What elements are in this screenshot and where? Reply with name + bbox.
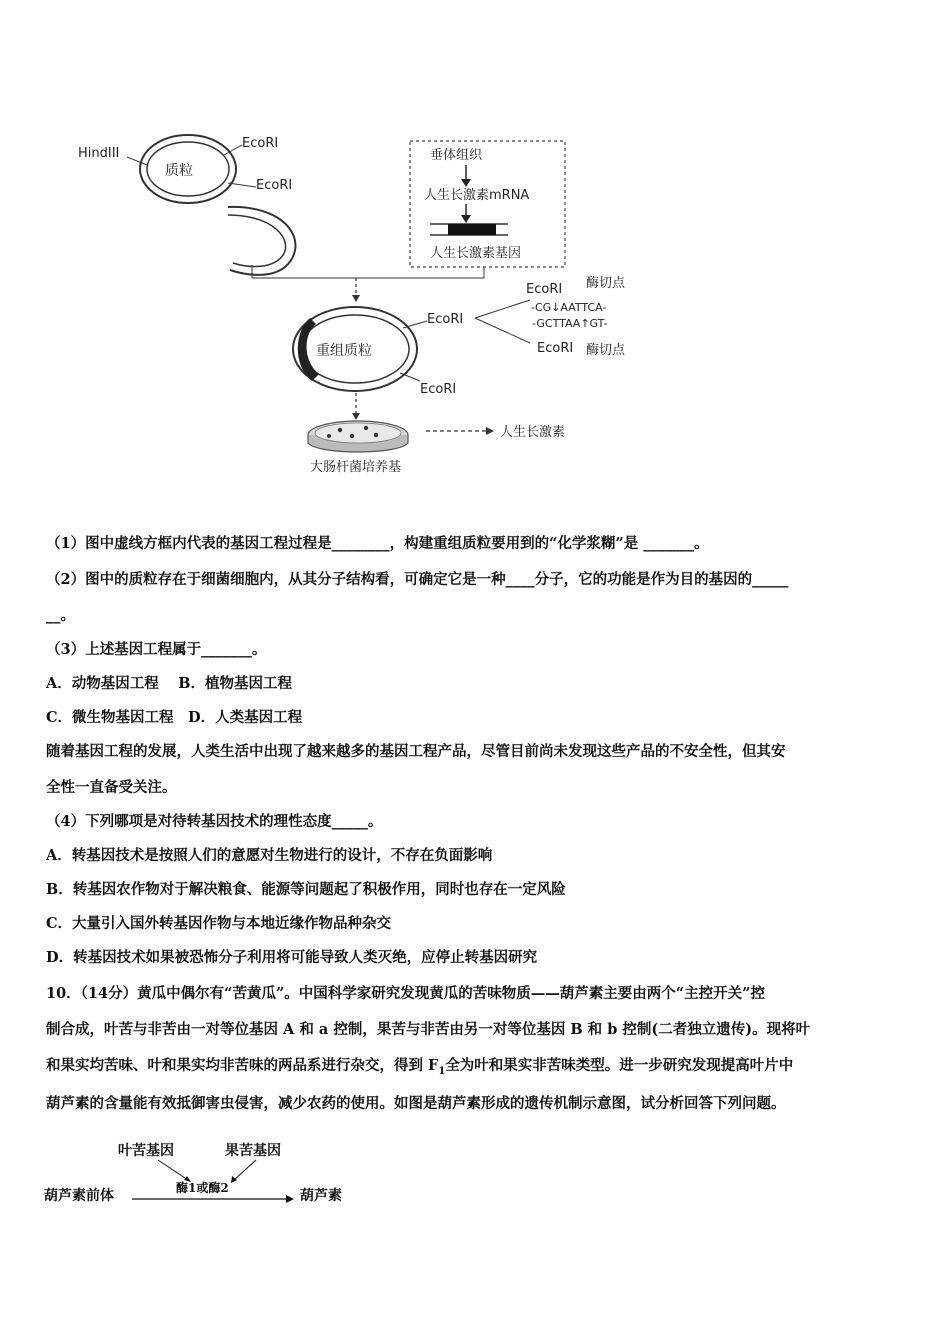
box-arrowhead-1 <box>461 179 471 187</box>
product-arrowhead <box>486 427 494 435</box>
q10-line-1: 10．（14分）黄瓜中偶尔有“苦黄瓜”。中国科学家研究发现黄瓜的苦味物质——葫芦素主要由两个“主控开关”控 <box>46 985 765 1002</box>
merge-arrowhead <box>352 295 360 302</box>
product-label: 人生长激素 <box>500 425 566 440</box>
fruit-gene-arrow <box>234 1160 256 1180</box>
leaf-gene-label: 叶苦基因 <box>118 1143 174 1159</box>
dish-arrowhead <box>352 413 360 420</box>
box-mrna-label: 人生长激素mRNA <box>424 188 530 203</box>
colony <box>364 426 368 430</box>
cut-bottom-point: 酶切点 <box>586 343 626 358</box>
question-2-line-2: __。 <box>46 607 75 624</box>
precursor-label: 葫芦素前体 <box>44 1188 114 1204</box>
plasmid-label: 质粒 <box>165 163 193 179</box>
question-2-line-1: （2）图中的质粒存在于细菌细胞内，从其分子结构看，可确定它是一种____分子，它的功能是作为目的基因的_____ <box>46 571 789 588</box>
pathway-arrowhead <box>286 1195 294 1203</box>
ecori-bottom-label: EcoRI <box>420 382 457 397</box>
cucurbitacin-label: 葫芦素 <box>300 1188 342 1204</box>
question-3: （3）上述基因工程属于_______。 <box>46 641 267 658</box>
ecori-bottom-pointer <box>400 373 420 381</box>
colony <box>350 434 354 438</box>
ecori-mid-label: EcoRI <box>256 178 293 193</box>
leaf-gene-arrow <box>158 1160 188 1180</box>
q10-line-4: 葫芦素的含量能有效抵御害虫侵害，减少农药的使用。如图是葫芦素形成的遗传机制示意图，试分析回答下列问题。 <box>46 1095 786 1112</box>
question-1: （1）图中虚线方框内代表的基因工程过程是________，构建重组质粒要用到的“化学浆糊”是 _______。 <box>46 535 709 552</box>
box-arrowhead-2 <box>461 215 471 223</box>
question-4-option-a: A．转基因技术是按照人们的意愿对生物进行的设计，不存在负面影响 <box>46 847 493 864</box>
box-source-label: 垂体组织 <box>430 148 483 163</box>
ecori-top-label: EcoRI <box>242 136 279 151</box>
paragraph-line-1: 随着基因工程的发展，人类生活中出现了越来越多的基因工程产品，尽管目前尚未发现这些产品的不安全性，但其安 <box>46 743 786 760</box>
enzyme-label: 酶1或酶2 <box>176 1181 229 1195</box>
hind3-pointer <box>127 157 147 165</box>
gene-engineering-diagram <box>70 125 650 485</box>
gene-block <box>448 224 496 235</box>
zoom-line-top <box>475 300 530 318</box>
cut-top-point: 酶切点 <box>586 276 626 291</box>
paragraph-line-2: 全性一直备受关注。 <box>46 779 177 796</box>
question-4-option-d: D．转基因技术如果被恐怖分子利用将可能导致人类灭绝，应停止转基因研究 <box>46 949 538 966</box>
q10-line-3 <box>46 1056 793 1082</box>
hind3-label: HindIII <box>78 146 120 161</box>
gene-engineering-svg <box>70 125 650 485</box>
ecori-mid-pointer <box>228 183 256 187</box>
q10-line-2: 制合成，叶苦与非苦由一对等位基因 A 和 a 控制，果苦与非苦由另一对等位基因 B 和 b 控制(二者独立遗传)。现将叶 <box>46 1021 811 1038</box>
petri-dish-surface <box>315 423 401 443</box>
box-gene-label: 人生长激素基因 <box>430 246 522 261</box>
question-4-option-b: B．转基因农作物对于解决粮食、能源等问题起了积极作用，同时也存在一定风险 <box>46 881 566 898</box>
cut-bottom-label: EcoRI <box>537 341 574 356</box>
question-3-options-cd: C．微生物基因工程 D．人类基因工程 <box>46 709 303 726</box>
colony <box>374 433 378 437</box>
fruit-gene-arrowhead <box>231 1176 237 1183</box>
question-4: （4）下列哪项是对待转基因技术的理性态度_____。 <box>46 813 383 830</box>
seq-top: -CG↓AATTCA- <box>531 301 607 314</box>
question-4-option-c: C．大量引入国外转基因作物与本地近缘作物品种杂交 <box>46 915 392 932</box>
cucurbitacin-pathway-diagram <box>40 1138 370 1208</box>
seq-bottom: -GCTTAA↑GT- <box>532 317 608 330</box>
question-3-options-ab: A．动物基因工程 B．植物基因工程 <box>46 675 293 692</box>
colony <box>338 428 342 432</box>
medium-label: 大肠杆菌培养基 <box>310 460 402 475</box>
fruit-gene-label: 果苦基因 <box>225 1143 281 1159</box>
f1-subscript: 1 <box>438 1065 446 1077</box>
zoom-line-bottom <box>475 318 530 343</box>
colony <box>327 434 331 438</box>
ecori-right-label: EcoRI <box>427 312 464 327</box>
cut-top-label: EcoRI <box>526 282 563 297</box>
cut-plasmid-inner <box>228 215 286 267</box>
q10-line-3a: 和果实均苦味、叶和果实均非苦味的两品系进行杂交，得到 F <box>46 1057 439 1074</box>
q10-line-3b: 全为叶和果实非苦味类型。进一步研究发现提高叶片中 <box>445 1057 794 1074</box>
recombinant-label: 重组质粒 <box>316 343 372 359</box>
cucurbitacin-pathway-svg <box>40 1138 370 1208</box>
